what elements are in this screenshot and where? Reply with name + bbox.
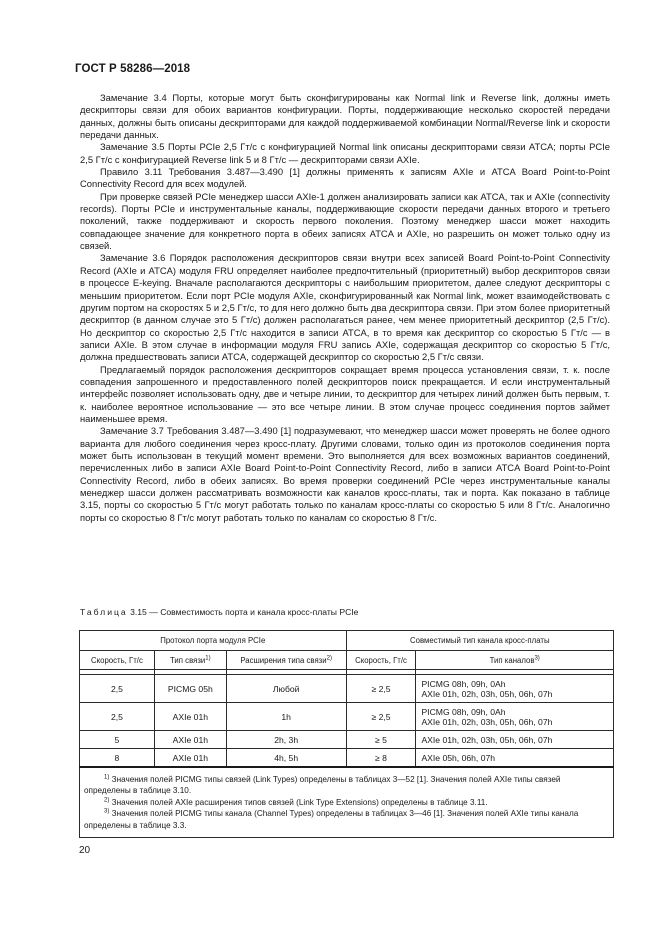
column-header-speed: Скорость, Гт/с: [80, 651, 155, 670]
paragraph-pcie-check: При проверке связей PCIe менеджер шасси AXIe-1 должен анализировать записи как ATCA, так и AXIe (connectivity records). Порты PCIe и инструментальные каналы, поддерживающие скорости передачи данных второго и третьего поколений, также поддерживают и скорость первого поколения. Поэтому менеджер шасси может находить совпадающее значение для конкретного порта в обеих записях ATCA и AXIe, но разрешить он может только одну из связей.: [80, 190, 610, 252]
column-header-channel-types: Тип каналов$^{3)}$: [416, 651, 614, 670]
table-caption-label: Таблица: [80, 607, 128, 617]
table-caption-text: 3.15 — Совместимость порта и канала кросс-платы PCIe: [130, 607, 359, 617]
table-caption: [80, 607, 358, 617]
footnote-1: $^{1)}$ Значения полей PICMG типы связей (Link Types) определены в таблицах 3—52 [1]. Значения полей AXIe типы связей определены в таблице 3.10.: [84, 774, 561, 796]
table-row: 8 AXIe 01h 4h, 5h ≥ 8 AXIe 05h, 06h, 07h: [80, 749, 614, 768]
footnote-3: $^{3)}$ Значения полей PICMG типы канала (Channel Types) определены в таблицах 3—46 [1]. Значения полей AXIe типы канала определены в таблице 3.3.: [84, 808, 579, 830]
group-header-backplane-channel: Совместимый тип канала кросс-платы: [346, 631, 613, 651]
page-number: 20: [79, 845, 91, 856]
rule-3-11: Правило 3.11 Требования 3.487—3.490 [1] должны применять к записям AXIe и ATCA Board Point-to-Point Connectivity Record для всех модулей.: [80, 166, 610, 190]
column-header-channel-speed: Скорость, Гт/с: [346, 651, 416, 670]
note-3-4: Замечание 3.4 Порты, которые могут быть сконфигурированы как Normal link и Reverse link, должны иметь дескрипторы связи для обоих вариантов конфигурации. Порты, поддерживающие несколько скоростей передачи данных, должны быть описаны дескрипторами для каждой поддерживаемой комбинации Normal/Reverse link и скорости передачи данных.: [80, 92, 610, 141]
group-header-port-protocol: Протокол порта модуля PCIe: [80, 631, 347, 651]
note-3-5: Замечание 3.5 Порты PCIe 2,5 Гт/с с конфигурацией Normal link описаны дескрипторами связи ATCA; порты PCIe 2,5 Гт/с с конфигурацией Reverse link 5 и 8 Гт/с — дескрипторами связи AXIe.: [80, 141, 610, 165]
paragraph-descriptor-order: Предлагаемый порядок расположения дескрипторов сокращает время процесса установления связи, т. к. после совпадения запрошенного и предоставленного полей дескрипторов поиск прекращается. И если инструментальный интерфейс позволяет использовать одну, две и четыре линии, то дескриптор для четырех линий должен быть первым, т. к. наиболее вероятное использование — это все четыре линии. В этом случае процесс соединения портов займет наименьшее время.: [80, 363, 610, 424]
note-3-6: Замечание 3.6 Порядок расположения дескрипторов связи внутри всех записей Board Point-to-Point Connectivity Record (AXIe и ATCA) модуля FRU определяет наиболее предпочтительный (приоритетный) выбор дескрипторов связи в процессе E-keying. Вначале располагаются дескрипторы с наибольшим приоритетом, далее следуют дескрипторы с меньшим приоритетом. Если порт PCIe модуля AXIe, сконфигурированный как Normal link, может взаимодействовать с другим портом на скоростях 5 и 2,5 Гт/с, то для него должно быть два дескриптора связи. При этом более приоритетный дескриптор (в данном случае это 5 Гт/с) должен располагаться ранее, чем менее приоритетный дескриптор (2,5 Гт/с). Но дескриптор со скоростью 2,5 Гт/с находится в записи ATCA, в то время как дескриптор со скоростью 5 Гт/с — в записи AXIe. В этом случае в информации модуля FRU запись AXIe, содержащая дескриптор со скоростью 5 Гт/с, должна предшествовать записи ATCA, содержащей дескриптор со скоростью 2,5 Гт/с связи.: [80, 252, 610, 363]
table-footnotes: [80, 767, 614, 838]
footnote-2: $^{2)}$ Значения полей AXIe расширения типов связей (Link Type Extensions) определены в таблице 3.11.: [104, 797, 488, 807]
table-row: 2,5 PICMG 05h Любой ≥ 2,5 PICMG 08h, 09h, 0Ah AXIe 01h, 02h, 03h, 05h, 06h, 07h: [80, 675, 614, 703]
compatibility-table: [79, 630, 614, 838]
table-row: 2,5 AXIe 01h 1h ≥ 2,5 PICMG 08h, 09h, 0Ah AXIe 01h, 02h, 03h, 05h, 06h, 07h: [80, 703, 614, 731]
document-header: ГОСТ Р 58286—2018: [75, 63, 191, 75]
column-header-link-type: Тип связи$^{1)}$: [154, 651, 226, 670]
column-header-link-extension: Расширения типа связи$^{2)}$: [226, 651, 346, 670]
table-row: 5 AXIe 01h 2h, 3h ≥ 5 AXIe 01h, 02h, 03h, 05h, 06h, 07h: [80, 731, 614, 749]
note-3-7: Замечание 3.7 Требования 3.487—3.490 [1] подразумевают, что менеджер шасси может проверять не более одного варианта для любого соединения через кросс-плату. Другими словами, только один из протоколов соединения порта может быть использован в текущий момент времени. Это выполняется для всех возможных вариантов соединений, перечисленных либо в записи AXIe Board Point-to-Point Connectivity Record, либо в записи ATCA Board Point-to-Point Connectivity Record, либо в обеих записях. Во время проверки соединений PCIe через инструментальные каналы менеджер шасси должен рассматривать возможности как каналов кросс-платы, так и порта. Как показано в таблице 3.15, порты со скоростью 5 Гт/с могут работать только по каналам кросс-платы со скоростью 5 или 8 Гт/с. Аналогично порты со скоростью 8 Гт/с могут работать только по каналам со скоростью 8 Гт/с.: [80, 425, 610, 523]
body-text: [80, 92, 610, 524]
